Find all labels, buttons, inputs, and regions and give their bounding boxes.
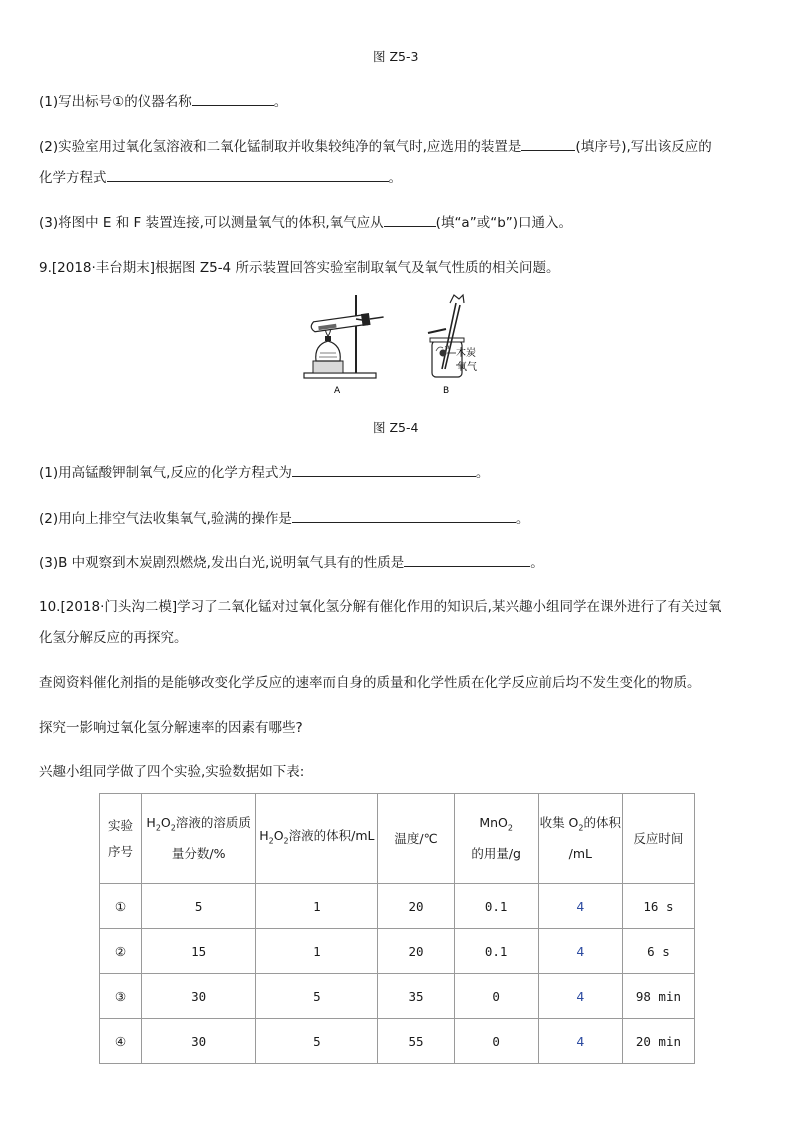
table-row [100,929,695,974]
q8-part3-text: (3)将图中 E 和 F 装置连接,可以测量氧气的体积,氧气应从 [39,215,384,231]
cell-time: 98 min [622,974,694,1019]
answer-blank[interactable] [521,136,575,151]
cell-temperature: 55 [378,1019,454,1064]
cell-o2-volume: 4 [538,974,622,1019]
q9-stem: 9.[2018·丰台期末]根据图 Z5-4 所示装置回答实验室制取氧气及氧气性质的相关问题。 [39,260,560,276]
q8-part2-line2 [39,166,402,186]
cell-mno2: 0.1 [454,884,538,929]
header-concentration-line2: 量分数/% [171,846,226,862]
q8-part3 [39,211,572,231]
cell-mno2: 0 [454,1019,538,1064]
header-no-line2: 序号 [108,843,134,859]
cell-o2-volume: 4 [538,929,622,974]
header-concentration-text: 溶液的溶质质 [175,814,251,830]
q9-part1 [39,461,489,481]
header-temperature: 温度/℃ [378,794,454,884]
cell-volume: 1 [256,929,378,974]
table-row [100,974,695,1019]
cell-no: ④ [100,1019,142,1064]
mno2-sub: 2 [507,823,513,833]
q8-part1 [39,90,287,110]
h2o2-o: O [160,814,171,830]
cell-no: ② [100,929,142,974]
answer-blank[interactable] [192,91,274,106]
table-row [100,1019,695,1064]
header-time: 反应时间 [622,794,694,884]
q10-intro: 兴趣小组同学做了四个实验,实验数据如下表: [39,764,305,780]
header-volume-text: 溶液的体积/mL [288,827,375,843]
cell-o2-volume: 4 [538,1019,622,1064]
cell-temperature: 35 [378,974,454,1019]
answer-blank[interactable] [292,508,516,523]
q8-part1-end: 。 [273,94,288,110]
cell-no: ① [100,884,142,929]
cell-concentration: 30 [142,1019,256,1064]
wood-block [313,361,343,373]
table-header-row [100,794,695,884]
alcohol-lamp [316,341,341,361]
h2o2-sub1: 2 [155,823,161,833]
glass-plate [428,329,446,333]
q8-part1-text: (1)写出标号①的仪器名称 [39,94,192,110]
label-a: A [334,386,341,396]
q8-part3-end: (填“a”或“b”)口通入。 [435,215,573,231]
cell-concentration: 15 [142,929,256,974]
o2-sub: 2 [578,823,584,833]
h2o2-o: O [273,827,284,843]
header-concentration [142,794,256,884]
answer-blank[interactable] [292,462,476,477]
cell-mno2: 0 [454,974,538,1019]
q9-part1-end: 。 [475,465,490,481]
header-volume [256,794,378,884]
figure-caption-z5-4: 图 Z5-4 [373,420,419,435]
q9-part3 [39,551,544,571]
q8-part2-line1 [39,135,712,155]
o2-text2: 的体积 [583,814,621,830]
q8-part2-text3: 化学方程式 [39,170,107,186]
cell-volume: 1 [256,884,378,929]
o2-text: 收集 O [539,814,579,830]
h2o2-sub1: 2 [268,836,274,846]
figure-z5-4 [296,293,506,397]
label-carbon: 木炭 [456,348,476,359]
burning-carbon [440,350,447,357]
q9-part3-text: (3)B 中观察到木炭剧烈燃烧,发出白光,说明氧气具有的性质是 [39,555,405,571]
cell-time: 6 s [622,929,694,974]
table-row [100,884,695,929]
header-no-line1: 实验 [108,817,134,833]
cell-o2-volume: 4 [538,884,622,929]
q10-inquiry: 探究一影响过氧化氢分解速率的因素有哪些? [39,720,303,736]
stand-base [304,373,376,378]
cell-no: ③ [100,974,142,1019]
cell-volume: 5 [256,1019,378,1064]
header-mno2-line2: 的用量/g [471,846,521,862]
q9-part2 [39,507,529,527]
h2o2-h: H [259,827,269,843]
q10-stem-line1: 10.[2018·门头沟二模]学习了二氧化锰对过氧化氢分解有催化作用的知识后,某兴趣小组同学在课外进行了有关过氧 [39,599,722,615]
q9-part3-end: 。 [530,555,544,571]
label-oxygen: 氧气 [457,362,477,373]
cell-temperature: 20 [378,929,454,974]
cell-concentration: 30 [142,974,256,1019]
header-no [100,794,142,884]
jar-mouth [430,338,464,342]
answer-blank[interactable] [404,552,530,567]
q9-part2-end: 。 [515,511,530,527]
cell-concentration: 5 [142,884,256,929]
q8-part2-text: (2)实验室用过氧化氢溶液和二氧化锰制取并收集较纯净的氧气时,应选用的装置是 [39,139,522,155]
cell-temperature: 20 [378,884,454,929]
cell-mno2: 0.1 [454,929,538,974]
figure-caption-z5-3: 图 Z5-3 [373,49,419,64]
experiment-table [99,793,695,1064]
h2o2-h: H [146,814,156,830]
delivery-tube [370,317,384,319]
header-mno2 [454,794,538,884]
q8-part2-end: 。 [388,170,402,186]
q10-stem-line2: 化氢分解反应的再探究。 [39,630,188,646]
q9-part2-text: (2)用向上排空气法收集氧气,验满的操作是 [39,511,292,527]
answer-blank[interactable] [384,212,436,227]
header-o2-volume [538,794,622,884]
mno2-text: MnO [479,814,508,830]
cell-time: 16 s [622,884,694,929]
q8-part2-text2: (填序号),写出该反应的 [575,139,712,155]
h2o2-sub2: 2 [283,836,289,846]
tongs-handle [450,295,464,303]
answer-blank[interactable] [107,167,389,182]
label-b: B [443,386,450,396]
q9-part1-text: (1)用高锰酸钾制氧气,反应的化学方程式为 [39,465,292,481]
q10-info: 查阅资料催化剂指的是能够改变化学反应的速率而自身的质量和化学性质在化学反应前后均不发生变化的物质。 [39,675,701,691]
header-o2-line2: /mL [568,846,592,862]
h2o2-sub2: 2 [170,823,176,833]
cell-time: 20 min [622,1019,694,1064]
cell-volume: 5 [256,974,378,1019]
